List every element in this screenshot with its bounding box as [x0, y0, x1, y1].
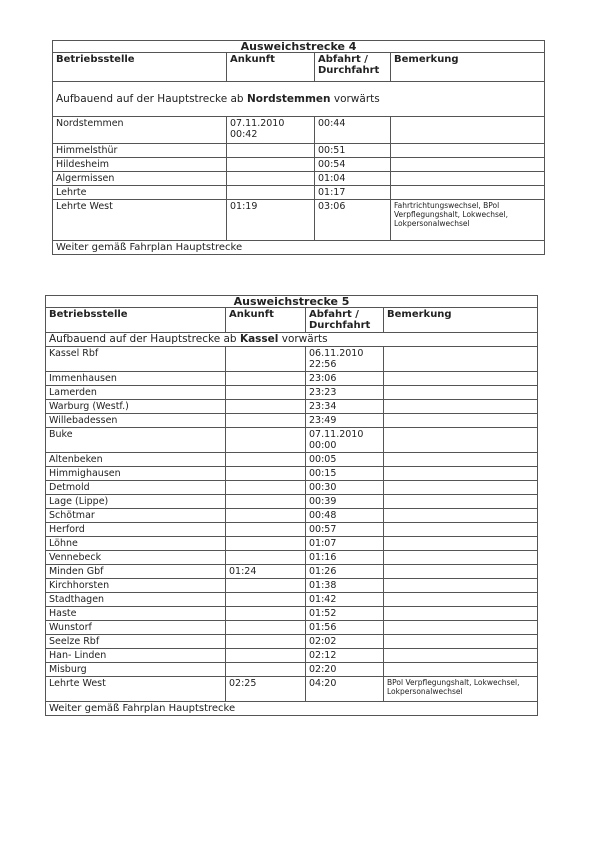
- ausweichstrecke-4-table: [52, 40, 545, 255]
- station-cell: Lehrte West: [53, 200, 227, 241]
- note-cell: [384, 495, 538, 509]
- header-abfahrt: Abfahrt / Durchfahrt: [306, 308, 384, 333]
- station-cell: Immenhausen: [46, 372, 226, 386]
- departure-cell: 00:51: [315, 144, 391, 158]
- departure-cell: 01:52: [306, 607, 384, 621]
- station-cell: Lehrte West: [46, 677, 226, 702]
- station-cell: Lamerden: [46, 386, 226, 400]
- departure-cell: 00:54: [315, 158, 391, 172]
- footer-text: Weiter gemäß Fahrplan Hauptstrecke: [53, 241, 545, 255]
- departure-cell: 01:42: [306, 593, 384, 607]
- arrival-cell: [226, 663, 306, 677]
- note-cell: [384, 467, 538, 481]
- arrival-cell: 01:24: [226, 565, 306, 579]
- departure-cell: 00:30: [306, 481, 384, 495]
- departure-cell: 23:06: [306, 372, 384, 386]
- station-cell: Minden Gbf: [46, 565, 226, 579]
- station-cell: Buke: [46, 428, 226, 453]
- arrival-cell: [227, 144, 315, 158]
- station-cell: Nordstemmen: [53, 117, 227, 144]
- note-cell: [384, 607, 538, 621]
- note-cell: [391, 158, 545, 172]
- header-betriebsstelle: Betriebsstelle: [53, 53, 227, 82]
- note-cell: [391, 172, 545, 186]
- station-cell: Willebadessen: [46, 414, 226, 428]
- departure-cell: 02:12: [306, 649, 384, 663]
- intro-suffix: vorwärts: [278, 333, 328, 345]
- note-cell: [384, 372, 538, 386]
- arrival-cell: [226, 621, 306, 635]
- arrival-cell: [226, 649, 306, 663]
- table-row: [46, 635, 538, 649]
- departure-cell: 00:57: [306, 523, 384, 537]
- arrival-cell: [226, 635, 306, 649]
- note-cell: [384, 347, 538, 372]
- departure-cell: 02:20: [306, 663, 384, 677]
- note-cell: [384, 523, 538, 537]
- station-cell: Vennebeck: [46, 551, 226, 565]
- arrival-cell: [226, 386, 306, 400]
- footer-text: Weiter gemäß Fahrplan Hauptstrecke: [46, 702, 538, 716]
- table-row: [46, 495, 538, 509]
- departure-cell: 00:15: [306, 467, 384, 481]
- table-row: [46, 347, 538, 372]
- station-cell: Misburg: [46, 663, 226, 677]
- station-cell: Warburg (Westf.): [46, 400, 226, 414]
- arrival-cell: [227, 158, 315, 172]
- table-row: [46, 649, 538, 663]
- note-cell: [384, 428, 538, 453]
- table-row: [46, 621, 538, 635]
- arrival-cell: [227, 172, 315, 186]
- arrival-cell: [226, 467, 306, 481]
- intro-prefix: Aufbauend auf der Hauptstrecke ab: [56, 92, 247, 105]
- station-cell: Hildesheim: [53, 158, 227, 172]
- arrival-cell: [226, 593, 306, 607]
- table-row: [46, 386, 538, 400]
- arrival-cell: [226, 537, 306, 551]
- station-cell: Seelze Rbf: [46, 635, 226, 649]
- departure-cell: 01:04: [315, 172, 391, 186]
- station-cell: Lehrte: [53, 186, 227, 200]
- table-row: [46, 467, 538, 481]
- table-row: [46, 414, 538, 428]
- departure-cell: 23:23: [306, 386, 384, 400]
- station-cell: Wunstorf: [46, 621, 226, 635]
- header-row: [53, 53, 545, 82]
- table-row: [46, 551, 538, 565]
- title-row: [53, 41, 545, 53]
- arrival-cell: [226, 523, 306, 537]
- table-row: [53, 200, 545, 241]
- table-row: [53, 144, 545, 158]
- intro-row: [53, 82, 545, 117]
- station-cell: Lage (Lippe): [46, 495, 226, 509]
- footer-row: [46, 702, 538, 716]
- departure-cell: 07.11.2010 00:00: [306, 428, 384, 453]
- departure-cell: 01:56: [306, 621, 384, 635]
- intro-suffix: vorwärts: [330, 92, 380, 105]
- note-cell: [384, 551, 538, 565]
- note-cell: [384, 481, 538, 495]
- station-cell: Kirchhorsten: [46, 579, 226, 593]
- section-title: Ausweichstrecke 5: [46, 296, 538, 308]
- note-cell: [384, 537, 538, 551]
- table-row: [53, 186, 545, 200]
- departure-cell: 23:49: [306, 414, 384, 428]
- arrival-cell: [226, 509, 306, 523]
- section-title: Ausweichstrecke 4: [53, 41, 545, 53]
- departure-cell: 03:06: [315, 200, 391, 241]
- header-bemerkung: Bemerkung: [391, 53, 545, 82]
- departure-cell: 01:17: [315, 186, 391, 200]
- header-row: [46, 308, 538, 333]
- header-abfahrt: Abfahrt / Durchfahrt: [315, 53, 391, 82]
- table-row: [53, 158, 545, 172]
- intro-text: [53, 82, 545, 117]
- departure-cell: 00:05: [306, 453, 384, 467]
- arrival-cell: [226, 400, 306, 414]
- table-row: [46, 663, 538, 677]
- station-cell: Han- Linden: [46, 649, 226, 663]
- arrival-cell: [227, 186, 315, 200]
- ausweichstrecke-4-body: [53, 41, 545, 255]
- intro-row: [46, 333, 538, 347]
- station-cell: Himmighausen: [46, 467, 226, 481]
- intro-prefix: Aufbauend auf der Hauptstrecke ab: [49, 333, 240, 345]
- arrival-cell: 02:25: [226, 677, 306, 702]
- note-cell: [384, 649, 538, 663]
- footer-row: [53, 241, 545, 255]
- arrival-cell: [226, 607, 306, 621]
- note-cell: [391, 186, 545, 200]
- departure-cell: 01:38: [306, 579, 384, 593]
- note-cell: [384, 565, 538, 579]
- arrival-cell: [226, 347, 306, 372]
- departure-cell: 04:20: [306, 677, 384, 702]
- table-row: [46, 677, 538, 702]
- departure-cell: 06.11.2010 22:56: [306, 347, 384, 372]
- table-row: [46, 400, 538, 414]
- station-cell: Haste: [46, 607, 226, 621]
- note-cell: [384, 386, 538, 400]
- note-cell: Fahrtrichtungswechsel, BPol Verpflegungshalt, Lokwechsel, Lokpersonalwechsel: [391, 200, 545, 241]
- note-cell: [391, 117, 545, 144]
- table-row: [46, 509, 538, 523]
- station-cell: Löhne: [46, 537, 226, 551]
- departure-cell: 01:16: [306, 551, 384, 565]
- table-row: [46, 579, 538, 593]
- station-cell: Altenbeken: [46, 453, 226, 467]
- table-row: [46, 607, 538, 621]
- table-row: [46, 565, 538, 579]
- station-cell: Detmold: [46, 481, 226, 495]
- ausweichstrecke-5-body: [46, 296, 538, 716]
- header-betriebsstelle: Betriebsstelle: [46, 308, 226, 333]
- note-cell: [384, 414, 538, 428]
- station-cell: Kassel Rbf: [46, 347, 226, 372]
- note-cell: [384, 635, 538, 649]
- intro-text: [46, 333, 538, 347]
- table-row: [53, 117, 545, 144]
- note-cell: [391, 144, 545, 158]
- arrival-cell: [226, 481, 306, 495]
- arrival-cell: 07.11.2010 00:42: [227, 117, 315, 144]
- departure-cell: 00:48: [306, 509, 384, 523]
- table-row: [46, 593, 538, 607]
- table-row: [46, 523, 538, 537]
- table-row: [46, 453, 538, 467]
- header-bemerkung: Bemerkung: [384, 308, 538, 333]
- note-cell: [384, 663, 538, 677]
- table-row: [46, 428, 538, 453]
- arrival-cell: [226, 414, 306, 428]
- table-row: [53, 172, 545, 186]
- departure-cell: 01:26: [306, 565, 384, 579]
- table-row: [46, 537, 538, 551]
- table-row: [46, 481, 538, 495]
- ausweichstrecke-5-table: [45, 295, 538, 716]
- title-row: [46, 296, 538, 308]
- note-cell: [384, 400, 538, 414]
- note-cell: [384, 579, 538, 593]
- departure-cell: 00:39: [306, 495, 384, 509]
- arrival-cell: [226, 453, 306, 467]
- departure-cell: 23:34: [306, 400, 384, 414]
- arrival-cell: [226, 372, 306, 386]
- station-cell: Herford: [46, 523, 226, 537]
- station-cell: Stadthagen: [46, 593, 226, 607]
- header-ankunft: Ankunft: [226, 308, 306, 333]
- arrival-cell: [226, 428, 306, 453]
- note-cell: [384, 453, 538, 467]
- intro-station: Nordstemmen: [246, 92, 331, 105]
- departure-cell: 01:07: [306, 537, 384, 551]
- departure-cell: 00:44: [315, 117, 391, 144]
- departure-cell: 02:02: [306, 635, 384, 649]
- note-cell: [384, 509, 538, 523]
- arrival-cell: [226, 495, 306, 509]
- header-ankunft: Ankunft: [227, 53, 315, 82]
- note-cell: [384, 621, 538, 635]
- arrival-cell: [226, 551, 306, 565]
- table-row: [46, 372, 538, 386]
- note-cell: [384, 593, 538, 607]
- arrival-cell: 01:19: [227, 200, 315, 241]
- note-cell: BPol Verpflegungshalt, Lokwechsel, Lokpersonalwechsel: [384, 677, 538, 702]
- arrival-cell: [226, 579, 306, 593]
- station-cell: Algermissen: [53, 172, 227, 186]
- station-cell: Himmelsthür: [53, 144, 227, 158]
- station-cell: Schötmar: [46, 509, 226, 523]
- intro-station: Kassel: [239, 333, 279, 345]
